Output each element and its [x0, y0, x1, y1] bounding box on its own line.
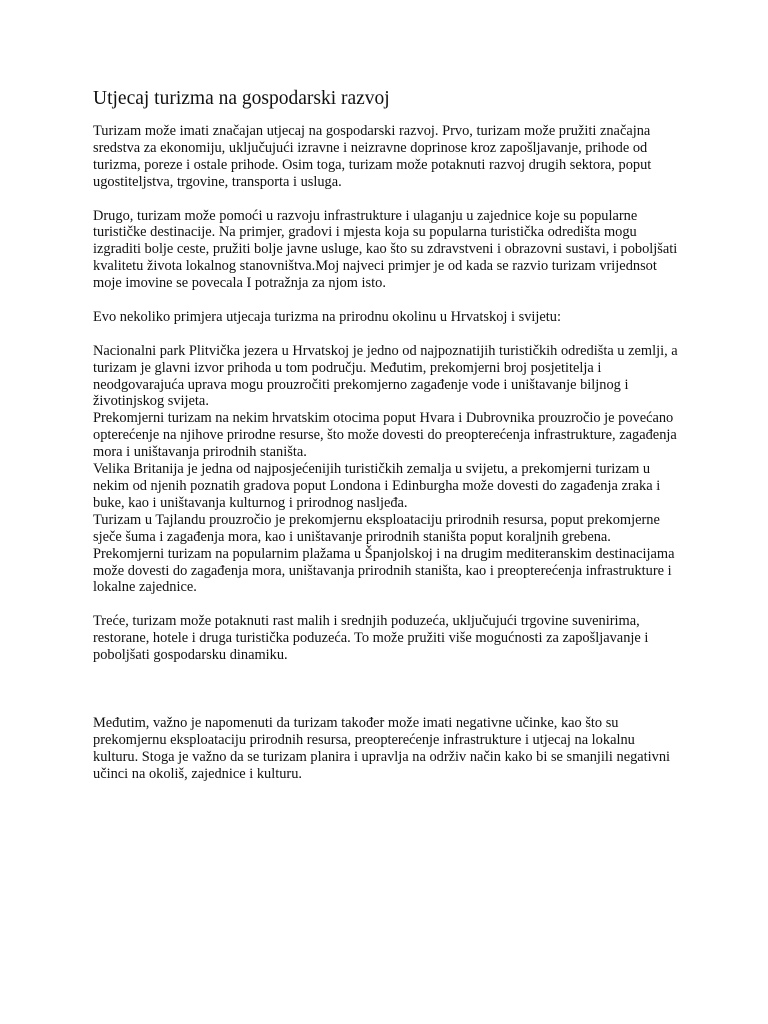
paragraph-second: Drugo, turizam može pomoći u razvoju infrastrukture i ulaganju u zajednice koje su popularne turističke destinacije. Na primjer, gradovi i mjesta koja su popularna turistička odredišta mogu izgraditi bolje ceste, pružiti bolje javne usluge, kao što su zdravstveni i obrazovni sustavi, i poboljšati kvalitetu života lokalnog stanovništva.Moj najveci primjer je od kada se razvio turizam vrijednsot moje imovine se povecala I potražnja za njom isto.	[93, 207, 678, 292]
example-plitvice: Nacionalni park Plitvička jezera u Hrvatskoj je jedno od najpoznatijih turističkih odredišta u zemlji, a turizam je glavni izvor prihoda u tom području. Međutim, prekomjerni broj posjetitelja i neodgovarajuća uprava mogu prouzročiti prekomjerno zagađenje vode i uništavanje biljnog i životinjskog svijeta.	[93, 342, 678, 410]
document-title: Utjecaj turizma na gospodarski razvoj	[93, 88, 390, 109]
example-great-britain: Velika Britanija je jedna od najposjećenijih turističkih zemalja u svijetu, a prekomjerni turizam u nekim od njenih poznatih gradova poput Londona i Edinburgha može dovesti do zagađenja zraka i buke, kao i uništavanja kulturnog i prirodnog nasljeđa.	[93, 461, 661, 511]
example-croatian-islands: Prekomjerni turizam na nekim hrvatskim otocima poput Hvara i Dubrovnika prouzročio je povećano opterećenje na njihove prirodne resurse, što može dovesti do preopterećenja infrastrukture, zagađenja mora i uništavanja prirodnih staništa.	[93, 410, 677, 461]
example-thailand: Turizam u Tajlandu prouzročio je prekomjernu eksploataciju prirodnih resursa, poput prekomjerne sječe šuma i zagađenja mora, kao i uništavanje prirodnih staništa poput koraljnih grebena.	[93, 511, 660, 545]
paragraph-first: Turizam može imati značajan utjecaj na gospodarski razvoj. Prvo, turizam može pružiti značajna sredstva za ekonomiju, uključujući izravne i neizravne doprinose kroz zapošljavanje, prihode od turizma, poreze i ostale prihode. Osim toga, turizam može potaknuti razvoj drugih sektora, poput ugostiteljstva, trgovine, transporta i usluga.	[93, 123, 652, 190]
document-body	[93, 86, 683, 799]
examples-list	[93, 343, 683, 597]
example-spain: Prekomjerni turizam na popularnim plažama u Španjolskoj i na drugim mediteranskim destinacijama može dovesti do zagađenja mora, uništavanja prirodnih staništa, kao i preopterećenja infrastrukture i lokalne zajednice.	[93, 545, 675, 596]
blank-space	[93, 681, 683, 715]
paragraph-final: Međutim, važno je napomenuti da turizam također može imati negativne učinke, kao što su prekomjernu eksploataciju prirodnih resursa, preopterećenje infrastrukture i utjecaj na lokalnu kulturu. Stoga je važno da se turizam planira i upravlja na održiv način kako bi se smanjili negativni učinci na okoliš, zajednice i kulturu.	[93, 714, 671, 782]
paragraph-examples-intro: Evo nekoliko primjera utjecaja turizma na prirodnu okolinu u Hrvatskoj i svijetu:	[93, 308, 561, 325]
paragraph-third: Treće, turizam može potaknuti rast malih i srednjih poduzeća, uključujući trgovine suvenirima, restorane, hotele i druga turistička poduzeća. To može pružiti više mogućnosti za zapošljavanje i poboljšati gospodarsku dinamiku.	[93, 613, 649, 664]
